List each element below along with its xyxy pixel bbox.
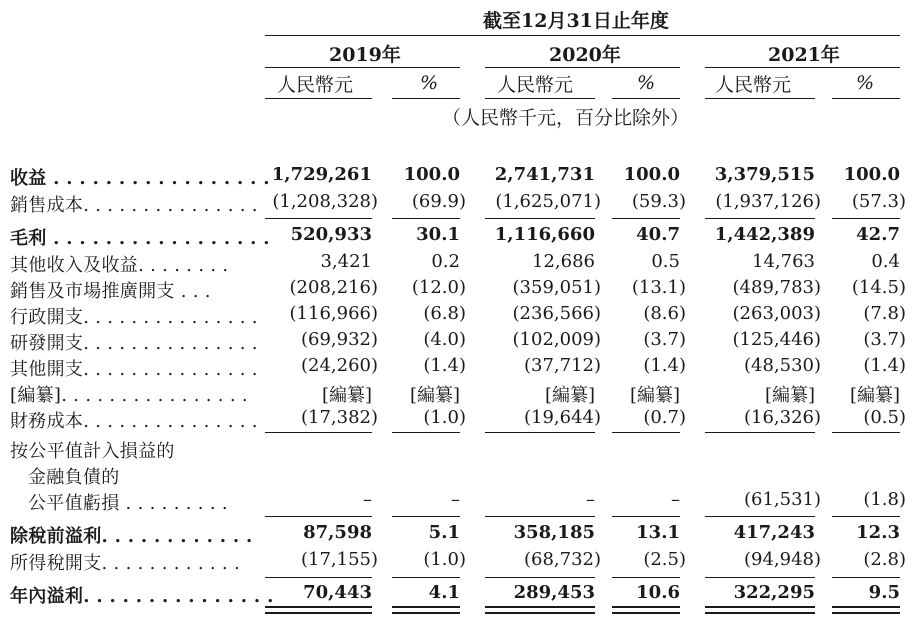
row-value: (13.1): [631, 277, 686, 298]
row-value: 12,686: [532, 251, 595, 272]
row-value: 1,442,389: [714, 224, 815, 245]
rule-after-finance-cost-col2: [392, 432, 460, 433]
sub-underline-2020-percent: [612, 98, 680, 99]
double-rule-segment: [265, 606, 372, 608]
row-value: [編纂]: [849, 385, 900, 406]
row-value: (3.7): [643, 329, 686, 350]
row-value: (1.4): [863, 355, 906, 376]
row-value: (1,937,126): [715, 191, 821, 212]
row-label: 財務成本. . . . . . . . . . . . . . .: [10, 411, 258, 432]
sub-underline-2020-currency: [485, 98, 595, 99]
row-value: (1.0): [423, 407, 466, 428]
row-value: (69,932): [300, 329, 378, 350]
currency-header-2021: 人民幣元: [715, 74, 792, 96]
row-value: (4.0): [423, 329, 466, 350]
rule-after-fv-loss-col5: [705, 516, 815, 517]
row-value: 520,933: [290, 224, 372, 245]
row-value: (125,446): [732, 329, 821, 350]
year-underline-2019: [265, 67, 460, 68]
rule-after-fv-loss-col2: [392, 516, 460, 517]
row-value: (2.8): [863, 549, 906, 570]
row-value: 1,729,261: [271, 164, 372, 185]
row-value: 3,421: [320, 251, 372, 272]
row-value: (359,051): [512, 277, 601, 298]
row-value: 5.1: [428, 522, 460, 543]
double-rule-segment: [485, 612, 595, 614]
rule-after-fv-loss-col4: [612, 516, 680, 517]
sub-underline-2021-percent: [832, 98, 900, 99]
percent-header-2019: %: [420, 72, 439, 94]
row-value: [編纂]: [321, 385, 372, 406]
year-underline-2021: [705, 67, 900, 68]
row-value: (59.3): [631, 191, 686, 212]
rule-after-finance-cost-col1: [265, 432, 372, 433]
rule-after-finance-cost-col5: [705, 432, 815, 433]
double-rule-segment: [705, 612, 815, 614]
row-value: 30.1: [416, 224, 460, 245]
row-value: (1,208,328): [272, 191, 378, 212]
row-value: [編纂]: [764, 385, 815, 406]
rule-after-finance-cost-col3: [485, 432, 595, 433]
row-value: (7.8): [863, 303, 906, 324]
row-label: 研發開支. . . . . . . . . . . . . . .: [10, 333, 258, 354]
row-value: (208,216): [289, 277, 378, 298]
row-value: (263,003): [732, 303, 821, 324]
row-value: (3.7): [863, 329, 906, 350]
row-value: 9.5: [868, 582, 900, 603]
row-label: 銷售及市場推廣開支 . . .: [10, 281, 211, 302]
double-rule-segment: [832, 606, 900, 608]
rule-after-cost-of-sales-col4: [612, 218, 680, 219]
double-rule-segment: [612, 606, 680, 608]
row-value: 3,379,515: [714, 164, 815, 185]
row-value: (61,531): [743, 489, 821, 510]
rule-after-cost-of-sales-col1: [265, 218, 372, 219]
row-value: 14,763: [752, 251, 815, 272]
row-label: 年內溢利. . . . . . . . . . . . . . .: [10, 586, 274, 607]
row-value: (1.8): [863, 489, 906, 510]
rule-after-tax-col3: [485, 577, 595, 578]
rule-after-cost-of-sales-col2: [392, 218, 460, 219]
row-value: (102,009): [512, 329, 601, 350]
row-value: 289,453: [513, 582, 595, 603]
row-value: 12.3: [856, 522, 900, 543]
row-value: (37,712): [523, 355, 601, 376]
row-label: 毛利 . . . . . . . . . . . . . . . . .: [10, 228, 270, 249]
row-value: (48,530): [743, 355, 821, 376]
rule-after-cost-of-sales-col3: [485, 218, 595, 219]
row-label: 所得稅開支. . . . . . . . . . . .: [10, 553, 240, 574]
row-value: (12.0): [411, 277, 466, 298]
unit-note: （人民幣千元，百分比除外）: [442, 107, 690, 129]
row-label: 其他收入及收益. . . . . . . .: [10, 255, 229, 276]
double-rule-segment: [705, 606, 815, 608]
rule-after-fv-loss-col1: [265, 516, 372, 517]
rule-after-fv-loss-col3: [485, 516, 595, 517]
period-underline: [265, 35, 900, 36]
row-label: 其他開支. . . . . . . . . . . . . . .: [10, 359, 258, 380]
row-value: (1.0): [423, 549, 466, 570]
sub-underline-2021-currency: [705, 98, 815, 99]
row-label: [編纂]. . . . . . . . . . . . . . . .: [10, 385, 248, 406]
period-header: 截至12月31日止年度: [483, 10, 669, 32]
row-value: 40.7: [636, 224, 680, 245]
row-value: [編纂]: [629, 385, 680, 406]
row-value: (19,644): [523, 407, 601, 428]
row-value: 0.5: [651, 251, 680, 272]
row-value: (24,260): [300, 355, 378, 376]
rule-after-cost-of-sales-col6: [832, 218, 900, 219]
row-value: –: [586, 489, 595, 510]
rule-after-fv-loss-col6: [832, 516, 900, 517]
rule-after-cost-of-sales-col5: [705, 218, 815, 219]
year-header-2019: 2019年: [329, 44, 401, 66]
rule-after-tax-col6: [832, 577, 900, 578]
rule-after-tax-col5: [705, 577, 815, 578]
row-value: (0.7): [643, 407, 686, 428]
row-label: 收益 . . . . . . . . . . . . . . . . .: [10, 168, 270, 189]
row-label: 公平值虧損 . . . . . . . . .: [28, 493, 228, 514]
row-value: (1,625,071): [495, 191, 601, 212]
row-value: [編纂]: [544, 385, 595, 406]
row-value: 0.4: [871, 251, 900, 272]
percent-header-2020: %: [637, 72, 656, 94]
currency-header-2020: 人民幣元: [497, 74, 574, 96]
row-value: –: [451, 489, 460, 510]
year-header-2020: 2020年: [549, 44, 621, 66]
row-label: 除稅前溢利. . . . . . . . . . . .: [10, 526, 253, 547]
row-value: [編纂]: [409, 385, 460, 406]
rule-after-tax-col4: [612, 577, 680, 578]
year-header-2021: 2021年: [768, 44, 840, 66]
percent-header-2021: %: [856, 72, 875, 94]
row-value: 70,443: [303, 582, 372, 603]
rule-after-finance-cost-col6: [832, 432, 900, 433]
row-value: 358,185: [513, 522, 595, 543]
row-label: 行政開支. . . . . . . . . . . . . . .: [10, 307, 258, 328]
row-value: (17,382): [300, 407, 378, 428]
row-value: (8.6): [643, 303, 686, 324]
row-value: –: [363, 489, 372, 510]
double-rule-segment: [832, 612, 900, 614]
row-value: (16,326): [743, 407, 821, 428]
double-rule-segment: [265, 612, 372, 614]
row-value: (236,566): [512, 303, 601, 324]
row-value: (69.9): [411, 191, 466, 212]
row-value: 2,741,731: [494, 164, 595, 185]
row-value: 0.2: [431, 251, 460, 272]
row-value: 100.0: [623, 164, 680, 185]
row-value: 1,116,660: [494, 224, 595, 245]
row-value: (17,155): [300, 549, 378, 570]
row-value: 42.7: [856, 224, 900, 245]
row-value: 13.1: [636, 522, 680, 543]
double-rule-segment: [392, 612, 460, 614]
row-value: (94,948): [743, 549, 821, 570]
row-value: 322,295: [733, 582, 815, 603]
row-value: 10.6: [636, 582, 680, 603]
row-value: 100.0: [843, 164, 900, 185]
row-value: (1.4): [643, 355, 686, 376]
row-value: (2.5): [643, 549, 686, 570]
row-value: (6.8): [423, 303, 466, 324]
row-label: 按公平值計入損益的: [10, 441, 175, 462]
sub-underline-2019-percent: [392, 98, 460, 99]
row-value: (1.4): [423, 355, 466, 376]
row-value: (0.5): [863, 407, 906, 428]
double-rule-segment: [485, 606, 595, 608]
sub-underline-2019-currency: [265, 98, 372, 99]
row-value: (14.5): [851, 277, 906, 298]
row-value: (116,966): [289, 303, 378, 324]
row-label: 銷售成本. . . . . . . . . . . . . . .: [10, 195, 258, 216]
row-value: 100.0: [403, 164, 460, 185]
row-value: 87,598: [303, 522, 372, 543]
year-underline-2020: [485, 67, 680, 68]
row-value: 4.1: [428, 582, 460, 603]
rule-after-finance-cost-col4: [612, 432, 680, 433]
double-rule-segment: [392, 606, 460, 608]
row-value: (57.3): [851, 191, 906, 212]
double-rule-segment: [612, 612, 680, 614]
row-label: 金融負債的: [28, 467, 120, 488]
row-value: –: [671, 489, 680, 510]
row-value: 417,243: [733, 522, 815, 543]
currency-header-2019: 人民幣元: [277, 74, 354, 96]
rule-after-tax-col1: [265, 577, 372, 578]
row-value: (68,732): [523, 549, 601, 570]
rule-after-tax-col2: [392, 577, 460, 578]
row-value: (489,783): [732, 277, 821, 298]
